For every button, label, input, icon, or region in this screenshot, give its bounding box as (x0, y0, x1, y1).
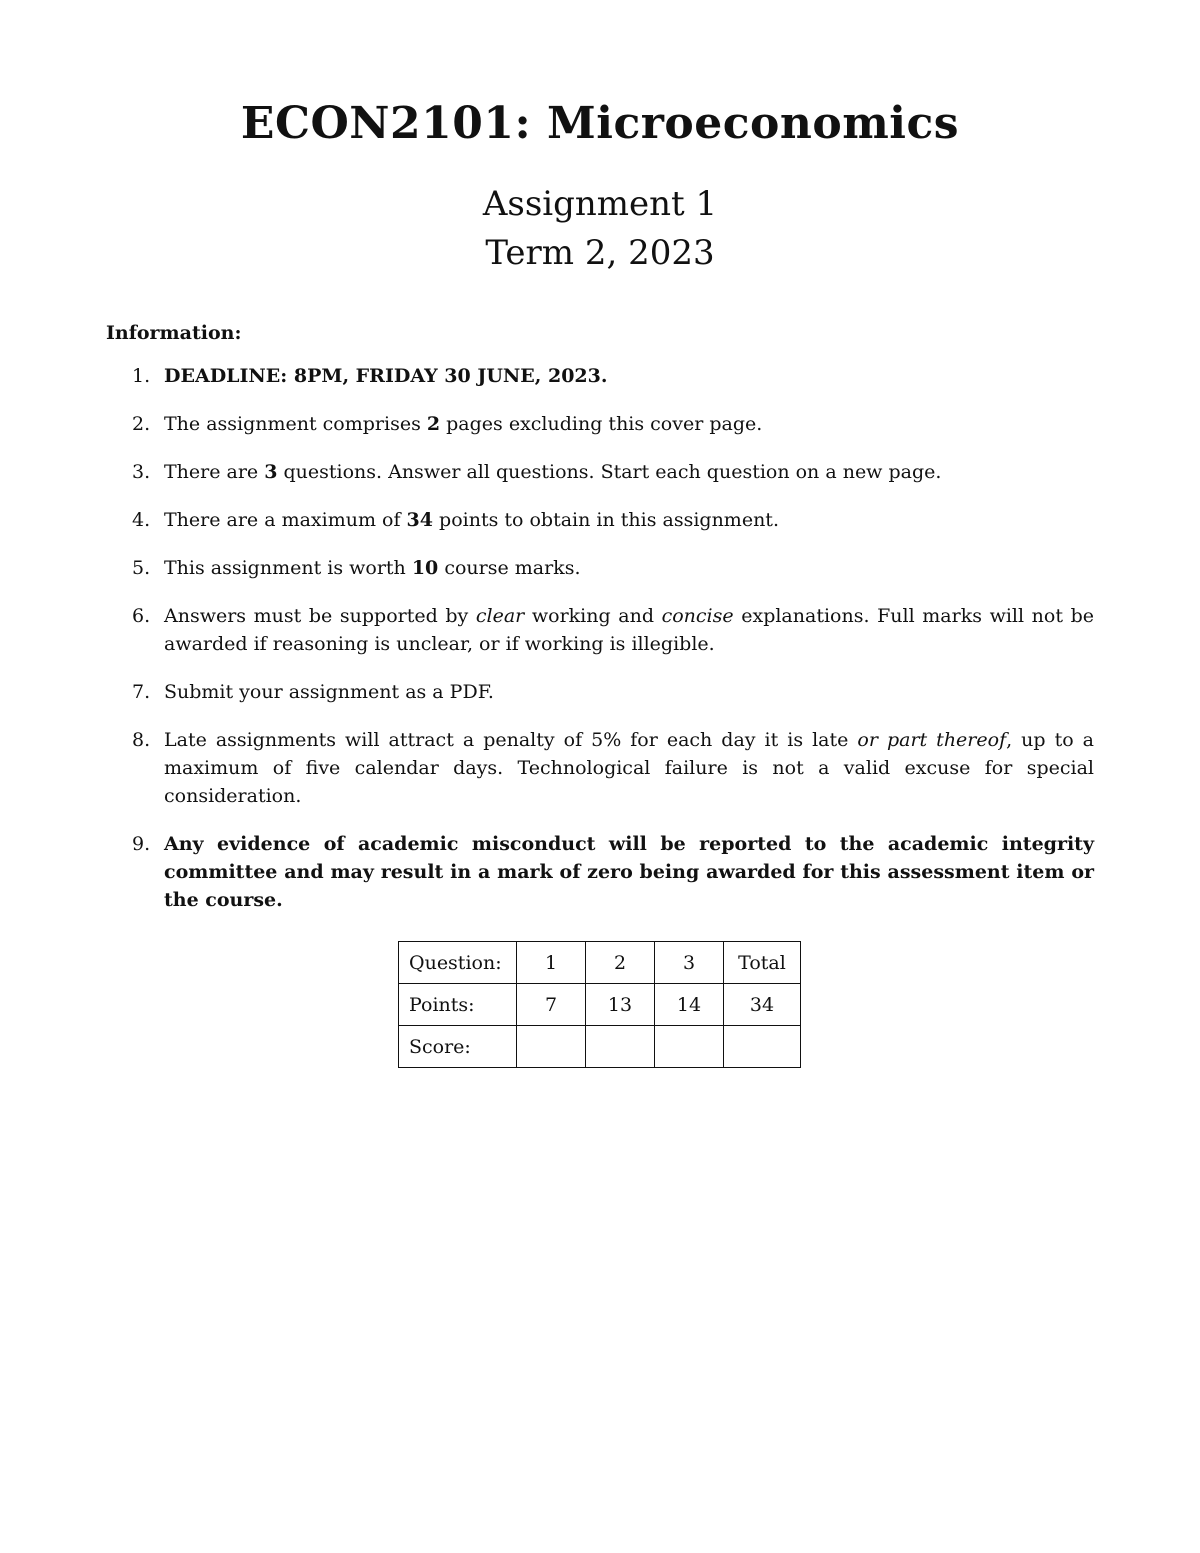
list-item-text (164, 461, 941, 483)
text-run: or part thereof (857, 729, 1007, 751)
text-run: course marks. (438, 557, 581, 579)
list-item-text (164, 681, 494, 703)
table-cell: 7 (517, 984, 586, 1026)
text-run: , up to a maximum of five calendar days. Technological failure is not a valid excuse for special consideration. (164, 729, 1094, 807)
text-run: concise (661, 605, 734, 627)
list-item-number: 9. (132, 833, 151, 855)
list-item-number: 2. (132, 413, 151, 435)
table-cell: 14 (655, 984, 724, 1026)
list-item (106, 506, 1094, 534)
table-row-score (399, 1026, 801, 1068)
table-cell: 3 (655, 942, 724, 984)
list-item (106, 458, 1094, 486)
list-item-text (164, 833, 1094, 911)
text-run: Any evidence of academic misconduct will be reported to the academic integrity committee and may result in a mark of zero being awarded for this assessment item or the course. (164, 833, 1094, 911)
text-run: explanations. Full marks will not be awarded if reasoning is unclear, or if working is illegible. (164, 605, 1094, 655)
list-item-number: 1. (132, 365, 151, 387)
text-run: There are (164, 461, 265, 483)
list-item-number: 3. (132, 461, 151, 483)
list-item-text (164, 365, 607, 387)
list-item-text (164, 605, 1094, 655)
score-cell-1[interactable] (517, 1026, 586, 1068)
list-item-text (164, 413, 762, 435)
list-item-number: 5. (132, 557, 151, 579)
score-cell-3[interactable] (655, 1026, 724, 1068)
term-label: Term 2, 2023 (485, 233, 715, 273)
text-run: Submit your assignment as a PDF. (164, 681, 494, 703)
list-item (106, 554, 1094, 582)
text-run: Answers must be supported by (164, 605, 476, 627)
list-item-number: 6. (132, 605, 151, 627)
list-item-number: 7. (132, 681, 151, 703)
course-title: ECON2101: Microeconomics (240, 98, 960, 149)
list-item (106, 362, 1094, 390)
text-run: working and (524, 605, 662, 627)
row-label: Question: (399, 942, 517, 984)
list-item-text (164, 557, 580, 579)
text-run: clear (475, 605, 525, 627)
text-run: points to obtain in this assignment. (433, 509, 779, 531)
text-run: This assignment is worth (164, 557, 412, 579)
text-run: There are a maximum of (164, 509, 407, 531)
row-label: Points: (399, 984, 517, 1026)
text-run: 34 (406, 509, 433, 531)
text-run: 2 (426, 413, 441, 435)
information-list (106, 362, 1094, 934)
text-run: 3 (264, 461, 278, 483)
score-cell-total[interactable] (724, 1026, 801, 1068)
information-heading: Information: (106, 322, 242, 344)
table-row-question (399, 942, 801, 984)
table-cell: 1 (517, 942, 586, 984)
text-run: Late assignments will attract a penalty of 5% for each day it is late (164, 729, 858, 751)
list-item-text (164, 729, 1094, 807)
text-run: 10 (411, 557, 439, 579)
text-run: The assignment comprises (164, 413, 427, 435)
row-label: Score: (399, 1026, 517, 1068)
table-cell: 2 (586, 942, 655, 984)
text-run: DEADLINE: 8PM, FRIDAY 30 JUNE, 2023. (164, 365, 608, 387)
assignment-label: Assignment 1 (482, 184, 718, 224)
list-item (106, 830, 1094, 914)
list-item (106, 678, 1094, 706)
list-item (106, 726, 1094, 810)
score-table (398, 941, 801, 1068)
list-item (106, 410, 1094, 438)
table-cell: Total (724, 942, 801, 984)
list-item-number: 8. (132, 729, 151, 751)
list-item-number: 4. (132, 509, 151, 531)
table-cell: 34 (724, 984, 801, 1026)
text-run: questions. Answer all questions. Start each question on a new page. (277, 461, 942, 483)
table-cell: 13 (586, 984, 655, 1026)
text-run: pages excluding this cover page. (440, 413, 763, 435)
score-cell-2[interactable] (586, 1026, 655, 1068)
list-item (106, 602, 1094, 658)
table-row-points (399, 984, 801, 1026)
list-item-text (164, 509, 779, 531)
